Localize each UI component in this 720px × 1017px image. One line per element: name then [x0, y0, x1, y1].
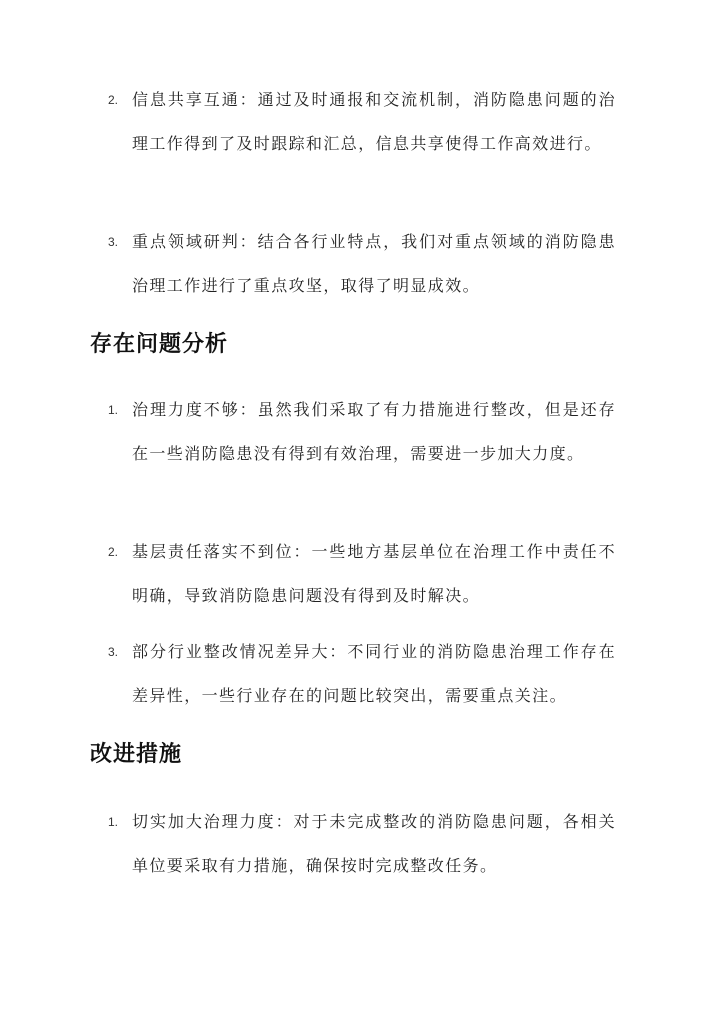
- list-item: [90, 530, 630, 618]
- list-text: 信息共享互通：通过及时通报和交流机制，消防隐患问题的治理工作得到了及时跟踪和汇总，信息共享使得工作高效进行。: [132, 90, 616, 153]
- list-item: [90, 800, 630, 888]
- list-text: 部分行业整改情况差异大：不同行业的消防隐患治理工作存在差异性，一些行业存在的问题比较突出，需要重点关注。: [132, 642, 616, 705]
- section-heading-improvements: 改进措施: [90, 742, 183, 767]
- list-text: 切实加大治理力度：对于未完成整改的消防隐患问题，各相关单位要采取有力措施，确保按时完成整改任务。: [132, 812, 616, 875]
- list-number: 2.: [108, 545, 119, 559]
- list-text: 治理力度不够：虽然我们采取了有力措施进行整改，但是还存在一些消防隐患没有得到有效治理，需要进一步加大力度。: [132, 400, 616, 463]
- list-text: 重点领域研判：结合各行业特点，我们对重点领域的消防隐患治理工作进行了重点攻坚，取得了明显成效。: [132, 232, 616, 295]
- list-number: 2.: [108, 93, 119, 107]
- section-heading-problems: 存在问题分析: [90, 332, 229, 357]
- list-text: 基层责任落实不到位：一些地方基层单位在治理工作中责任不明确，导致消防隐患问题没有得到及时解决。: [132, 542, 616, 605]
- list-number: 1.: [108, 403, 119, 417]
- list-item: [90, 78, 630, 166]
- list-item: [90, 388, 630, 476]
- list-number: 3.: [108, 645, 119, 659]
- list-number: 3.: [108, 235, 119, 249]
- list-item: [90, 220, 630, 308]
- list-number: 1.: [108, 815, 119, 829]
- list-item: [90, 630, 630, 718]
